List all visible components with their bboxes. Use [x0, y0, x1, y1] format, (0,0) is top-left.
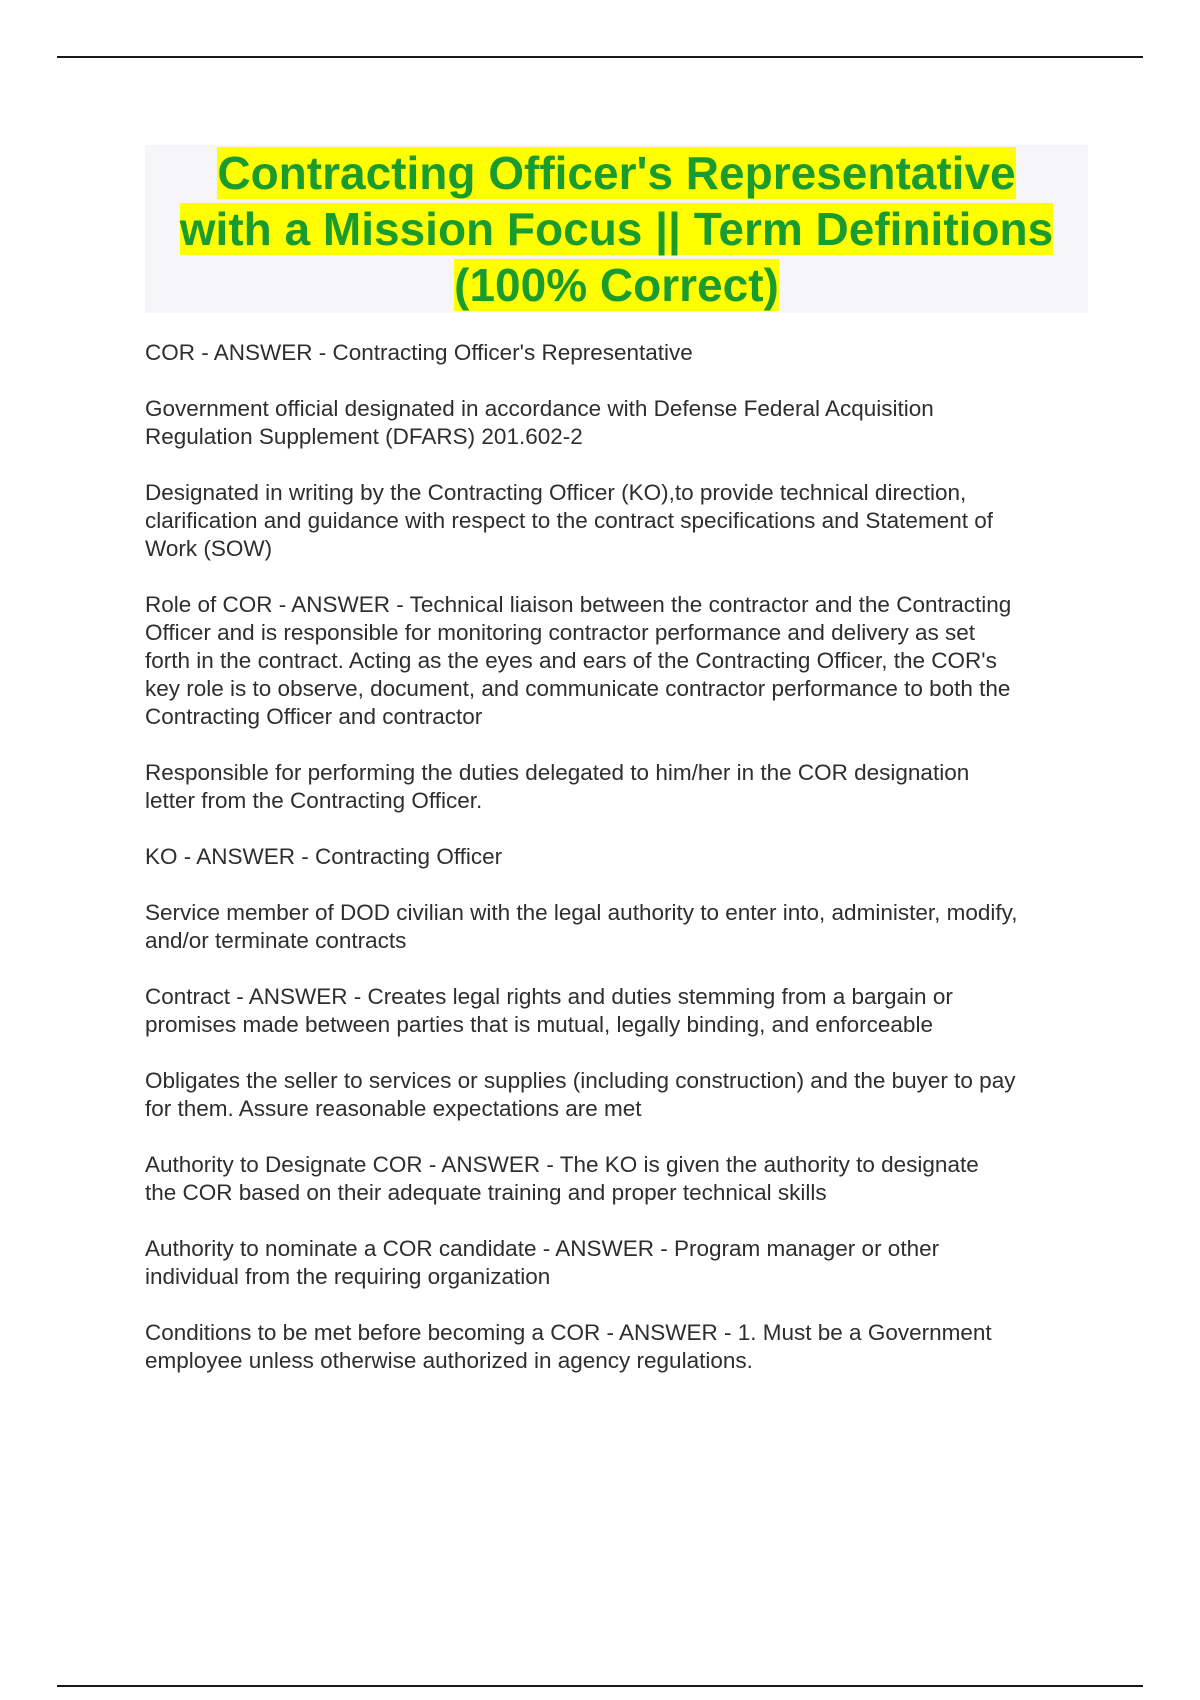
definition-role-of-cor: Role of COR - ANSWER - Technical liaison between the contractor and the Contracting Officer and is responsible for monitoring contractor performance and delivery as set forth in the contract. Acting as the eyes and ears of the Contracting Officer, the COR's key role is to observe, document, and communicate contractor performance to both the Contracting Officer and contractor	[145, 592, 1012, 729]
definition-cor: COR - ANSWER - Contracting Officer's Representative	[145, 340, 693, 365]
document-title	[145, 145, 1088, 313]
definition-conditions: Conditions to be met before becoming a COR - ANSWER - 1. Must be a Government employee unless otherwise authorized in agency regulations.	[145, 1320, 992, 1373]
definition-ko: KO - ANSWER - Contracting Officer	[145, 844, 503, 869]
definition-contract-detail: Obligates the seller to services or supplies (including construction) and the buyer to pay for them. Assure reasonable expectations are met	[145, 1068, 1016, 1121]
title-line: with a Mission Focus || Term Definitions	[179, 203, 1054, 255]
definition-cor-designation: Designated in writing by the Contracting Officer (KO),to provide technical direction, clarification and guidance with respect to the contract specifications and Statement of Work (SOW)	[145, 480, 993, 561]
title-line: Contracting Officer's Representative	[217, 147, 1016, 199]
definition-ko-detail: Service member of DOD civilian with the legal authority to enter into, administer, modify, and/or terminate contracts	[145, 900, 1018, 953]
definition-cor-official: Government official designated in accordance with Defense Federal Acquisition Regulation Supplement (DFARS) 201.602-2	[145, 396, 934, 449]
footer-rule	[57, 1685, 1143, 1687]
document-body	[145, 339, 1095, 1403]
definition-contract: Contract - ANSWER - Creates legal rights and duties stemming from a bargain or promises made between parties that is mutual, legally binding, and enforceable	[145, 984, 953, 1037]
header-rule	[57, 56, 1143, 58]
title-line: (100% Correct)	[454, 259, 779, 311]
definition-authority-designate: Authority to Designate COR - ANSWER - The KO is given the authority to designate the COR based on their adequate training and proper technical skills	[145, 1152, 979, 1205]
definition-authority-nominate: Authority to nominate a COR candidate - ANSWER - Program manager or other individual from the requiring organization	[145, 1236, 940, 1289]
definition-cor-responsibility: Responsible for performing the duties delegated to him/her in the COR designation letter from the Contracting Officer.	[145, 760, 970, 813]
